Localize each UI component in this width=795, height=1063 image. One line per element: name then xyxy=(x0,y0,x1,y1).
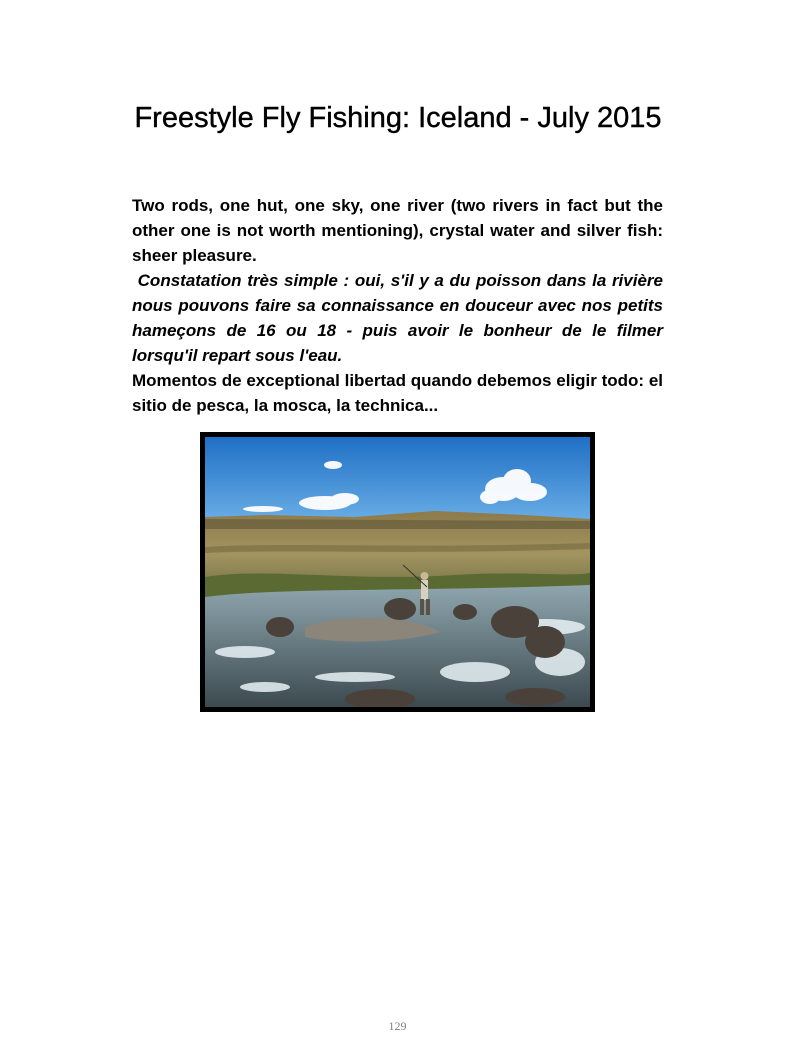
body-text xyxy=(132,193,663,418)
river-photo xyxy=(200,432,595,712)
river-photo-illustration xyxy=(205,437,590,707)
paragraph-english: Two rods, one hut, one sky, one river (two rivers in fact but the other one is not worth mentioning), crystal water and silver fish: sheer pleasure. xyxy=(132,196,663,265)
paragraph-spanish: Momentos de exceptional libertad quando debemos eligir todo: el sitio de pesca, la mosca, la technica... xyxy=(132,371,663,415)
paragraph-french: Constatation très simple : oui, s'il y a du poisson dans la rivière nous pouvons faire sa connaissance en douceur avec nos petits hameçons de 16 ou 18 - puis avoir le bonheur de le filmer lorsqu'il repart sous l'eau. xyxy=(132,271,663,365)
page-number: 129 xyxy=(388,1019,407,1033)
page-title: Freestyle Fly Fishing: Iceland - July 2015 xyxy=(134,102,662,134)
